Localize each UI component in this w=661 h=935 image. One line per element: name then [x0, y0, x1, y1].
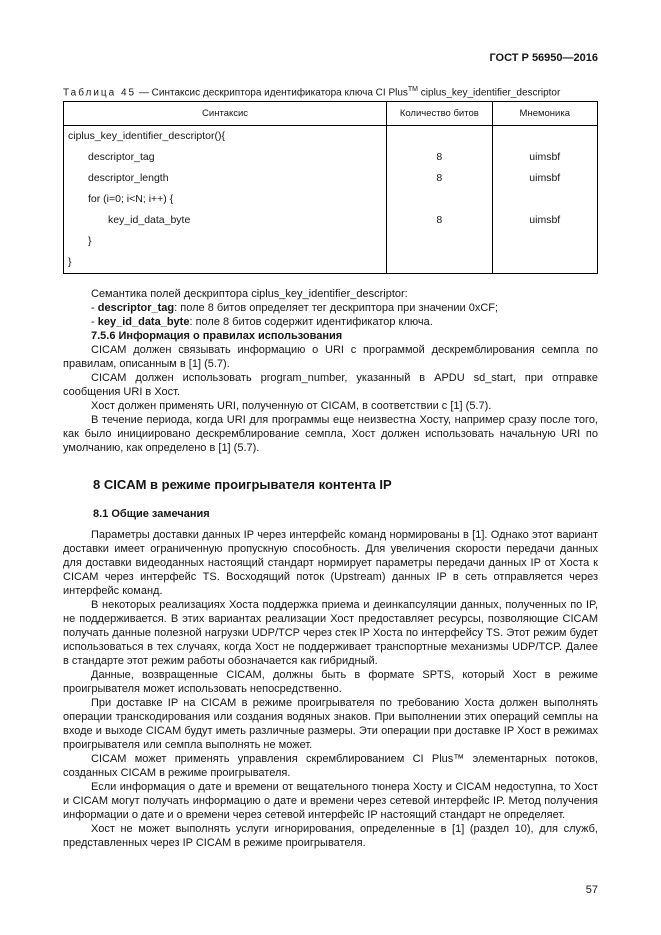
semantics-list-item	[63, 301, 598, 315]
column-header-mnemonic: Мнемоника	[492, 102, 597, 126]
bits-cell: 8	[387, 147, 492, 168]
column-header-syntax: Синтаксис	[64, 102, 387, 126]
mnemonic-cell: uimsbf	[492, 210, 597, 231]
paragraph: В течение периода, когда URI для программы еще неизвестна Хосту, например сразу после того, как было инициировано дескремблирование семпла, Хост должен использовать начальную URI по умолчанию, как определено в [1] (5.7).	[63, 414, 598, 455]
field-name: key_id_data_byte	[97, 316, 190, 329]
table-caption-text: — Синтаксис дескриптора идентификатора ключа CI Plus	[136, 87, 408, 99]
paragraph: Параметры доставки данных IP через интерфейс команд нормированы в [1]. Однако этот вариант доставки имеет ограниченную пропускную способность. Для увеличения скорости передачи данных для доставки видеоданных настоящий стандарт нормирует параметры передачи данных IP от Хоста к CICAM через интерфейс TS. Восходящий поток (Upstream) данных IP в сеть отправляется через интерфейс команд.	[63, 529, 598, 598]
syntax-table-body	[64, 126, 598, 274]
field-description: : поле 8 битов содержит идентификатор ключа.	[189, 316, 433, 329]
mnemonic-cell	[492, 252, 597, 274]
table-row	[64, 126, 598, 148]
bits-cell: 8	[387, 168, 492, 189]
syntax-table	[63, 101, 598, 274]
syntax-code-line: key_id_data_byte	[108, 214, 191, 227]
table-caption-label: Таблица 45	[63, 87, 137, 99]
table-caption-descriptor-name: ciplus_key_identifier_descriptor	[418, 87, 561, 99]
paragraph: Хост не может выполнять услуги игнорирования, определенные в [1] (раздел 10), для служб, представленных через IP CICAM в режиме проигрывателя.	[63, 823, 598, 850]
table-caption	[63, 86, 598, 98]
field-description: : поле 8 битов определяет тег дескриптора при значении 0xCF;	[174, 302, 499, 315]
bits-cell	[387, 231, 492, 252]
syntax-code-line: }	[88, 235, 92, 248]
bits-cell: 8	[387, 210, 492, 231]
heading-section-8-1: 8.1 Общие замечания	[93, 508, 210, 521]
paragraph: При доставке IP на CICAM в режиме проигрывателя по требованию Хоста должен выполнять операции транскодирования или создания водяных знаков. При выполнении этих операций семплы на входе и выходе CICAM будут иметь различные размеры. Эти операции при доставке IP Хост в режимах проигрывателя или семпла выполнять не может.	[63, 697, 598, 752]
section-7-5-6-paragraphs	[63, 343, 598, 455]
list-dash: -	[91, 316, 98, 329]
heading-section-8: 8 CICAM в режиме проигрывателя контента IP	[93, 477, 392, 493]
paragraph: Хост должен применять URI, полученную от CICAM, в соответствии с [1] (5.7).	[91, 400, 492, 413]
table-row	[64, 210, 598, 231]
mnemonic-cell: uimsbf	[492, 147, 597, 168]
syntax-cell	[64, 147, 387, 168]
syntax-cell	[64, 252, 387, 274]
list-dash: -	[91, 302, 98, 315]
table-row	[64, 189, 598, 210]
bits-cell	[387, 252, 492, 274]
mnemonic-cell	[492, 126, 597, 148]
table-row	[64, 252, 598, 274]
paragraph: Если информация о дате и времени от вещательного тюнера Хосту и CICAM недоступна, то Хост и CICAM могут получать информацию о дате и времени через сетевой интерфейс IP. Метод получения информации о дате и о времени через сетевой интерфейс IP настоящий стандарт не определяет.	[63, 781, 598, 822]
table-row	[64, 231, 598, 252]
semantics-intro: Семантика полей дескриптора ciplus_key_identifier_descriptor:	[91, 288, 408, 301]
paragraph: CICAM должен связывать информацию о URI с программой дескремблирования семпла по правилам, описанным в [1] (5.7).	[63, 344, 598, 371]
section-8-1-paragraphs	[63, 528, 598, 850]
field-name: descriptor_tag	[97, 302, 175, 315]
page-number: 57	[585, 884, 598, 896]
paragraph: CICAM должен использовать program_number, указанный в APDU sd_start, при отправке сообщения URI в Хост.	[63, 372, 598, 399]
semantics-list-item	[63, 315, 598, 329]
paragraph: CICAM может применять управления скремблированием CI Plus™ элементарных потоков, созданных CICAM в режиме проигрывателя.	[63, 753, 598, 780]
syntax-cell	[64, 231, 387, 252]
table-row	[64, 147, 598, 168]
syntax-cell	[64, 168, 387, 189]
syntax-code-line: descriptor_length	[88, 172, 169, 185]
paragraph: Данные, возвращенные CICAM, должны быть в формате SPTS, который Хост в режиме проигрывателя может использовать непосредственно.	[63, 669, 598, 696]
bits-cell	[387, 126, 492, 148]
syntax-code-line: descriptor_tag	[88, 151, 155, 164]
table-row	[64, 168, 598, 189]
syntax-cell	[64, 210, 387, 231]
semantics-list	[63, 301, 598, 329]
table-header-row	[64, 102, 598, 126]
syntax-code-line: ciplus_key_identifier_descriptor(){	[68, 130, 225, 143]
bits-cell	[387, 189, 492, 210]
syntax-code-line: for (i=0; i<N; i++) {	[88, 193, 174, 206]
trademark-sup: TM	[407, 86, 419, 93]
heading-7-5-6: 7.5.6 Информация о правилах использования	[91, 330, 343, 343]
mnemonic-cell	[492, 189, 597, 210]
column-header-bits: Количество битов	[387, 102, 492, 126]
syntax-cell	[64, 189, 387, 210]
mnemonic-cell	[492, 231, 597, 252]
syntax-cell	[64, 126, 387, 148]
doc-number: ГОСТ Р 56950—2016	[489, 52, 598, 64]
syntax-code-line: }	[68, 256, 72, 269]
mnemonic-cell: uimsbf	[492, 168, 597, 189]
paragraph: В некоторых реализациях Хоста поддержка приема и деинкапсуляции данных, полученных по IP, не поддерживается. В этих вариантах реализации Хост предоставляет ресурсы, позволяющие CICAM получать данные полезной нагрузки UDP/TCP через стек IP Хоста по интерфейсу TS. Этот режим будет использоваться в тех случаях, когда Хост не поддерживает транспортные механизмы UDP/TCP. Далее в стандарте этот режим работы обозначается как гибридный.	[63, 599, 598, 668]
